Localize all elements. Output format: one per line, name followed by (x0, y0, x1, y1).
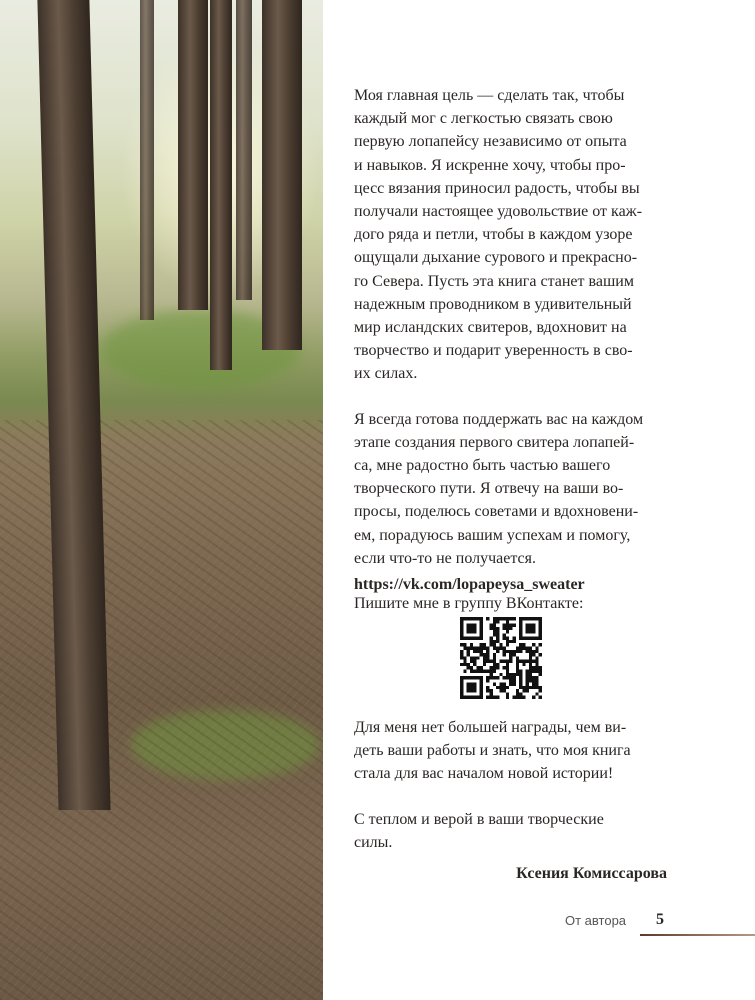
text-line: Пишите мне в группу ВКонтакте: (354, 595, 584, 613)
text-line: са, мне радостно быть частью вашего (354, 457, 611, 475)
text-line: их силах. (354, 365, 418, 383)
text-line: Для меня нет большей награды, чем ви- (354, 719, 627, 736)
text-line: мир исландских свитеров, вдохновит на (354, 319, 627, 337)
text-line: каждый мог с легкостью связать свою (354, 110, 613, 128)
text-line: С теплом и верой в ваши творческие (354, 810, 604, 828)
text-line: силы. (354, 833, 393, 851)
text-line: просы, поделюсь советами и вдохновени- (354, 503, 639, 521)
text-line: дого ряда и петли, чтобы в каждом узоре (354, 226, 633, 244)
text-line: получали настоящее удовольствие от каж- (354, 203, 643, 221)
text-line: творческого пути. Я отвечу на ваши во- (354, 480, 624, 498)
paragraph (354, 592, 734, 615)
body-text (354, 84, 734, 637)
text-line: этапе создания первого свитера лопапей- (354, 433, 635, 451)
vk-link[interactable]: https://vk.com/lopapeysa_sweater (354, 576, 585, 593)
text-line: ем, порадуюсь вашим успехам и помогу, (354, 526, 631, 544)
closing-text (354, 716, 631, 876)
forest-photo (0, 0, 323, 1000)
text-line: Моя главная цель — сделать так, чтобы (354, 87, 625, 104)
text-line: если что-то не получается. (354, 549, 536, 567)
text-line: Я всегда готова поддержать вас на каждом (354, 410, 644, 428)
text-line: цесс вязания приносил радость, чтобы вы (354, 179, 640, 197)
page-number: 5 (656, 911, 664, 928)
text-line: стала для вас началом новой истории! (354, 765, 614, 783)
qr-code[interactable] (460, 617, 542, 699)
author-signature: Ксения Комиссарова (516, 865, 667, 882)
text-line: надежным проводником в удивительный (354, 295, 632, 313)
text-line: деть ваши работы и знать, что моя книга (354, 742, 631, 760)
running-footer-section: От автора (565, 913, 627, 928)
footer-rule (640, 934, 755, 936)
text-line: творчество и подарит уверенность в сво- (354, 342, 633, 360)
paragraph (354, 808, 631, 854)
text-line: и навыков. Я искренне хочу, чтобы про- (354, 156, 626, 174)
text-line: первую лопапейсу независимо от опыта (354, 133, 627, 151)
text-line: ощущали дыхание сурового и прекрасно- (354, 249, 638, 267)
paragraph (354, 84, 734, 386)
paragraph (354, 716, 631, 786)
text-line: го Севера. Пусть эта книга станет вашим (354, 272, 634, 290)
paragraph (354, 408, 734, 570)
